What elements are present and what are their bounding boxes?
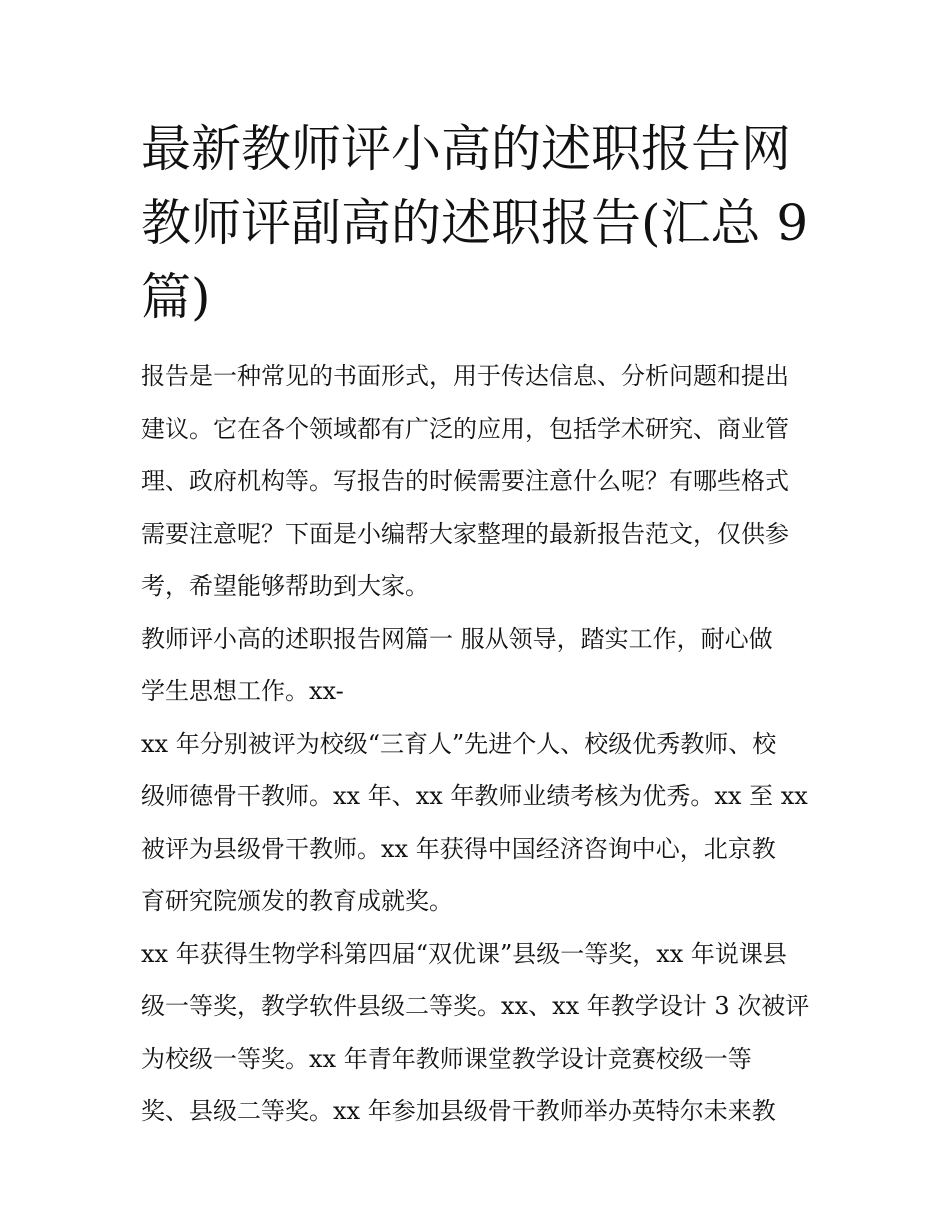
title-line: 教师评副高的述职报告(汇总 9 bbox=[141, 194, 809, 252]
text-line: 被评为县级骨干教师。xx 年获得中国经济咨询中心，北京教 bbox=[141, 834, 776, 863]
title-line: 篇) bbox=[141, 268, 211, 326]
honors-paragraph bbox=[141, 718, 821, 928]
text-line: 级师德骨干教师。xx 年、xx 年教师业绩考核为优秀。xx 至 xx bbox=[141, 782, 808, 810]
text-line: xx 年获得生物学科第四届“双优课”县级一等奖，xx 年说课县 bbox=[141, 939, 787, 968]
text-line: 理、政府机构等。写报告的时候需要注意什么呢？有哪些格式 bbox=[141, 467, 789, 495]
text-line: xx 年分别被评为校级“三育人”先进个人、校级优秀教师、校 bbox=[141, 729, 777, 758]
text-line: 需要注意呢？下面是小编帮大家整理的最新报告范文，仅供参 bbox=[141, 519, 789, 548]
document-body bbox=[141, 112, 821, 1138]
text-line: 考，希望能够帮助到大家。 bbox=[141, 572, 429, 600]
intro-paragraph bbox=[141, 350, 821, 613]
text-line: 奖、县级二等奖。xx 年参加县级骨干教师举办英特尔未来教 bbox=[141, 1097, 776, 1125]
awards-paragraph bbox=[141, 928, 821, 1138]
title-line: 最新教师评小高的述职报告网 bbox=[141, 120, 791, 178]
text-line: 育研究院颁发的教育成就奖。 bbox=[141, 887, 453, 915]
text-line: 学生思想工作。xx- bbox=[141, 677, 344, 705]
section-one-paragraph bbox=[141, 613, 821, 718]
text-line: 级一等奖，教学软件县级二等奖。xx、xx 年教学设计 3 次被评 bbox=[141, 992, 810, 1020]
text-line: 建议。它在各个领域都有广泛的应用，包括学术研究、商业管 bbox=[141, 414, 789, 443]
document-title bbox=[141, 112, 821, 334]
text-line: 为校级一等奖。xx 年青年教师课堂教学设计竞赛校级一等 bbox=[141, 1044, 752, 1073]
text-line: 报告是一种常见的书面形式，用于传达信息、分析问题和提出 bbox=[141, 362, 789, 390]
text-line: 教师评小高的述职报告网篇一 服从领导，踏实工作，耐心做 bbox=[141, 624, 773, 653]
